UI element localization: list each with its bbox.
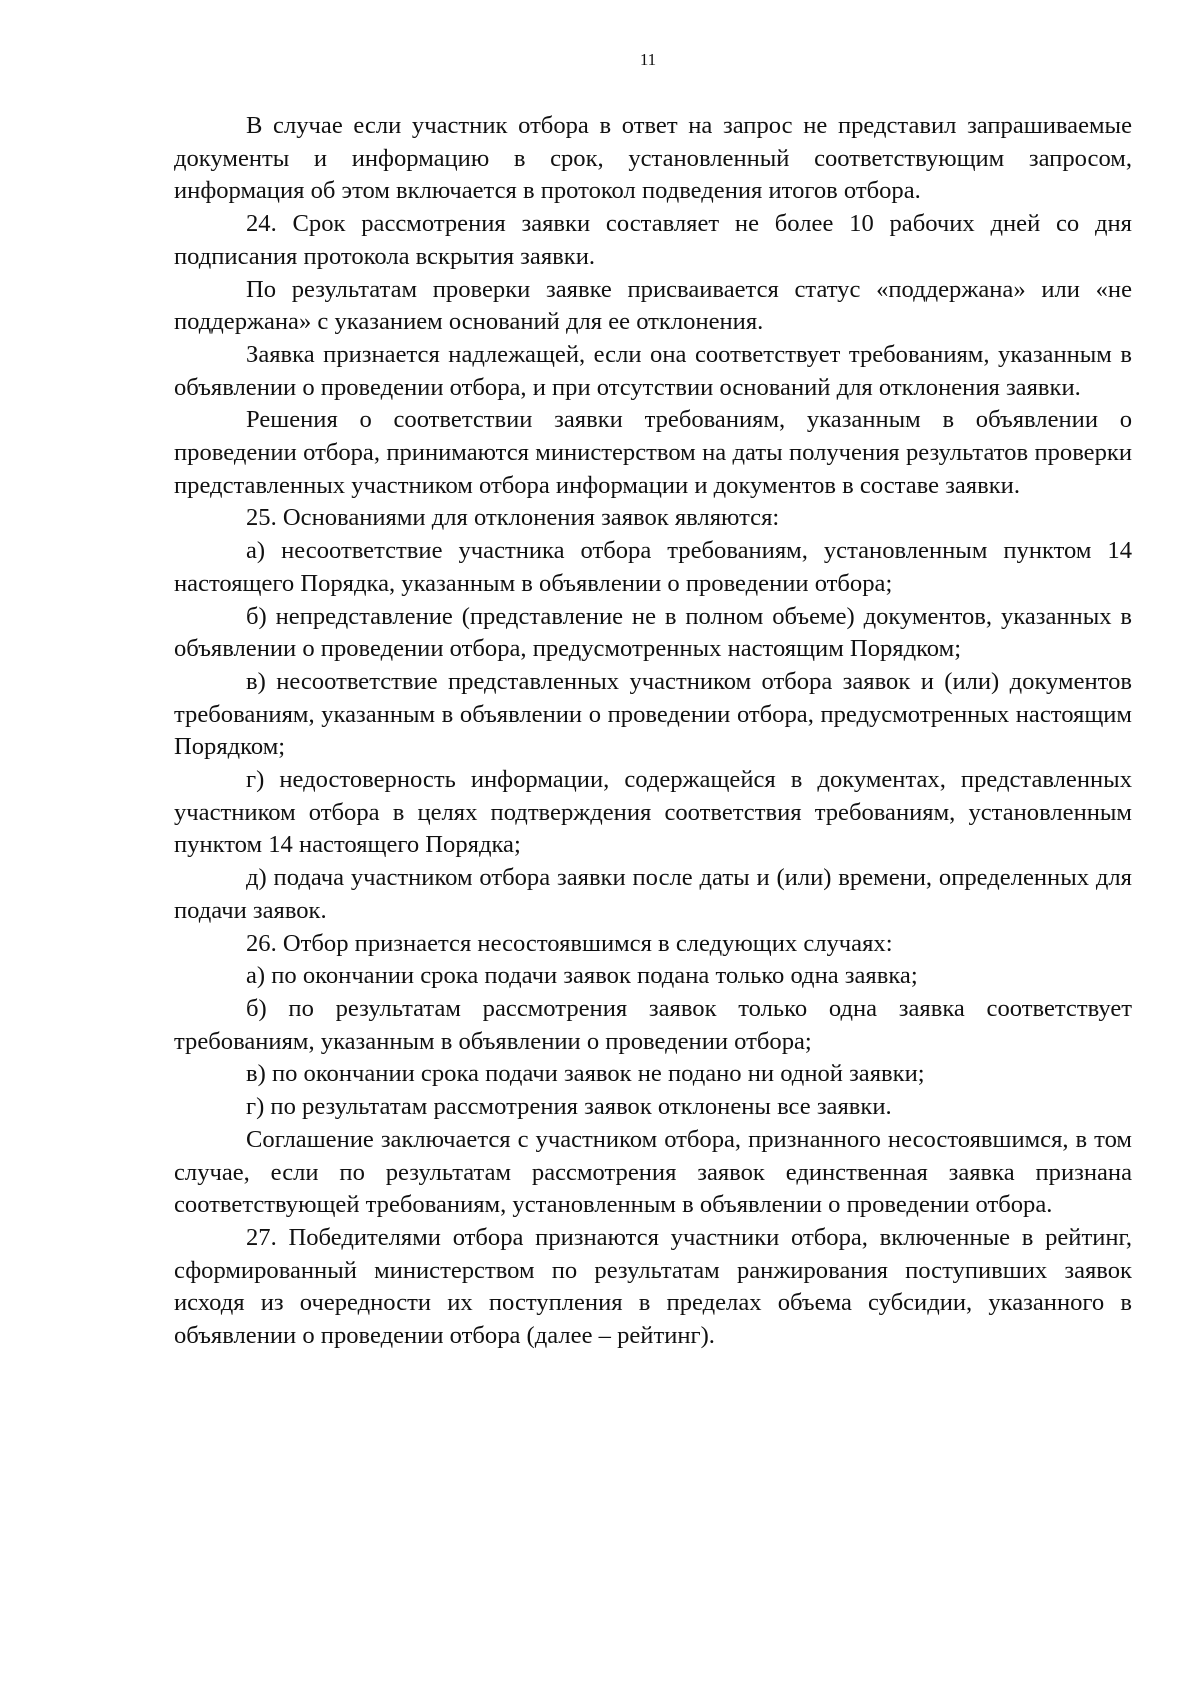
list-item: в) по окончании срока подачи заявок не подано ни одной заявки;: [246, 1060, 925, 1088]
list-item: а) по окончании срока подачи заявок подана только одна заявка;: [246, 962, 918, 990]
list-item: г) по результатам рассмотрения заявок отклонены все заявки.: [246, 1093, 892, 1121]
paragraph: В случае если участник отбора в ответ на запрос не представил запрашиваемые документы и информацию в срок, установленный соответствующим запросом, информация об этом включается в протокол подведения итогов отбора.: [174, 112, 1132, 205]
paragraph: 24. Срок рассмотрения заявки составляет не более 10 рабочих дней со дня подписания протокола вскрытия заявки.: [174, 210, 1132, 270]
paragraph: Заявка признается надлежащей, если она соответствует требованиям, указанным в объявлении о проведении отбора, и при отсутствии оснований для отклонения заявки.: [174, 340, 1132, 401]
paragraph: 27. Победителями отбора признаются участники отбора, включенные в рейтинг, сформированный министерством по результатам ранжирования поступивших заявок исходя из очередности их поступления в пределах объема субсидии, указанного в объявлении о проведении отбора (далее – рейтинг).: [174, 1223, 1132, 1350]
paragraph: По результатам проверки заявке присваивается статус «поддержана» или «не поддержана» с указанием оснований для ее отклонения.: [174, 275, 1132, 336]
paragraph: Решения о соответствии заявки требованиям, указанным в объявлении о проведении отбора, принимаются министерством на даты получения результатов проверки представленных участником отбора информации и документов в составе заявки.: [174, 406, 1132, 499]
list-item: г) недостоверность информации, содержащейся в документах, представленных участником отбора в целях подтверждения соответствия требованиям, установленным пунктом 14 настоящего Порядка;: [174, 766, 1132, 859]
paragraph: Соглашение заключается с участником отбора, признанного несостоявшимся, в том случае, если по результатам рассмотрения заявок единственная заявка признана соответствующей требованиям, установленным в объявлении о проведении отбора.: [174, 1125, 1132, 1219]
page-number: 11: [639, 50, 657, 69]
document-body: [174, 110, 1132, 1353]
list-item: в) несоответствие представленных участником отбора заявок и (или) документов требованиям, указанным в объявлении о проведении отбора, предусмотренных настоящим Порядком;: [174, 667, 1132, 761]
list-item: а) несоответствие участника отбора требованиям, установленным пунктом 14 настоящего Порядка, указанным в объявлении о проведении отбора;: [174, 537, 1132, 597]
list-item: д) подача участником отбора заявки после даты и (или) времени, определенных для подачи заявок.: [174, 864, 1132, 924]
paragraph: 25. Основаниями для отклонения заявок являются:: [246, 504, 780, 532]
list-item: б) по результатам рассмотрения заявок только одна заявка соответствует требованиям, указанным в объявлении о проведении отбора;: [174, 994, 1132, 1055]
list-item: б) непредставление (представление не в полном объеме) документов, указанных в объявлении о проведении отбора, предусмотренных настоящим Порядком;: [174, 602, 1132, 663]
paragraph: 26. Отбор признается несостоявшимся в следующих случаях:: [246, 929, 893, 957]
